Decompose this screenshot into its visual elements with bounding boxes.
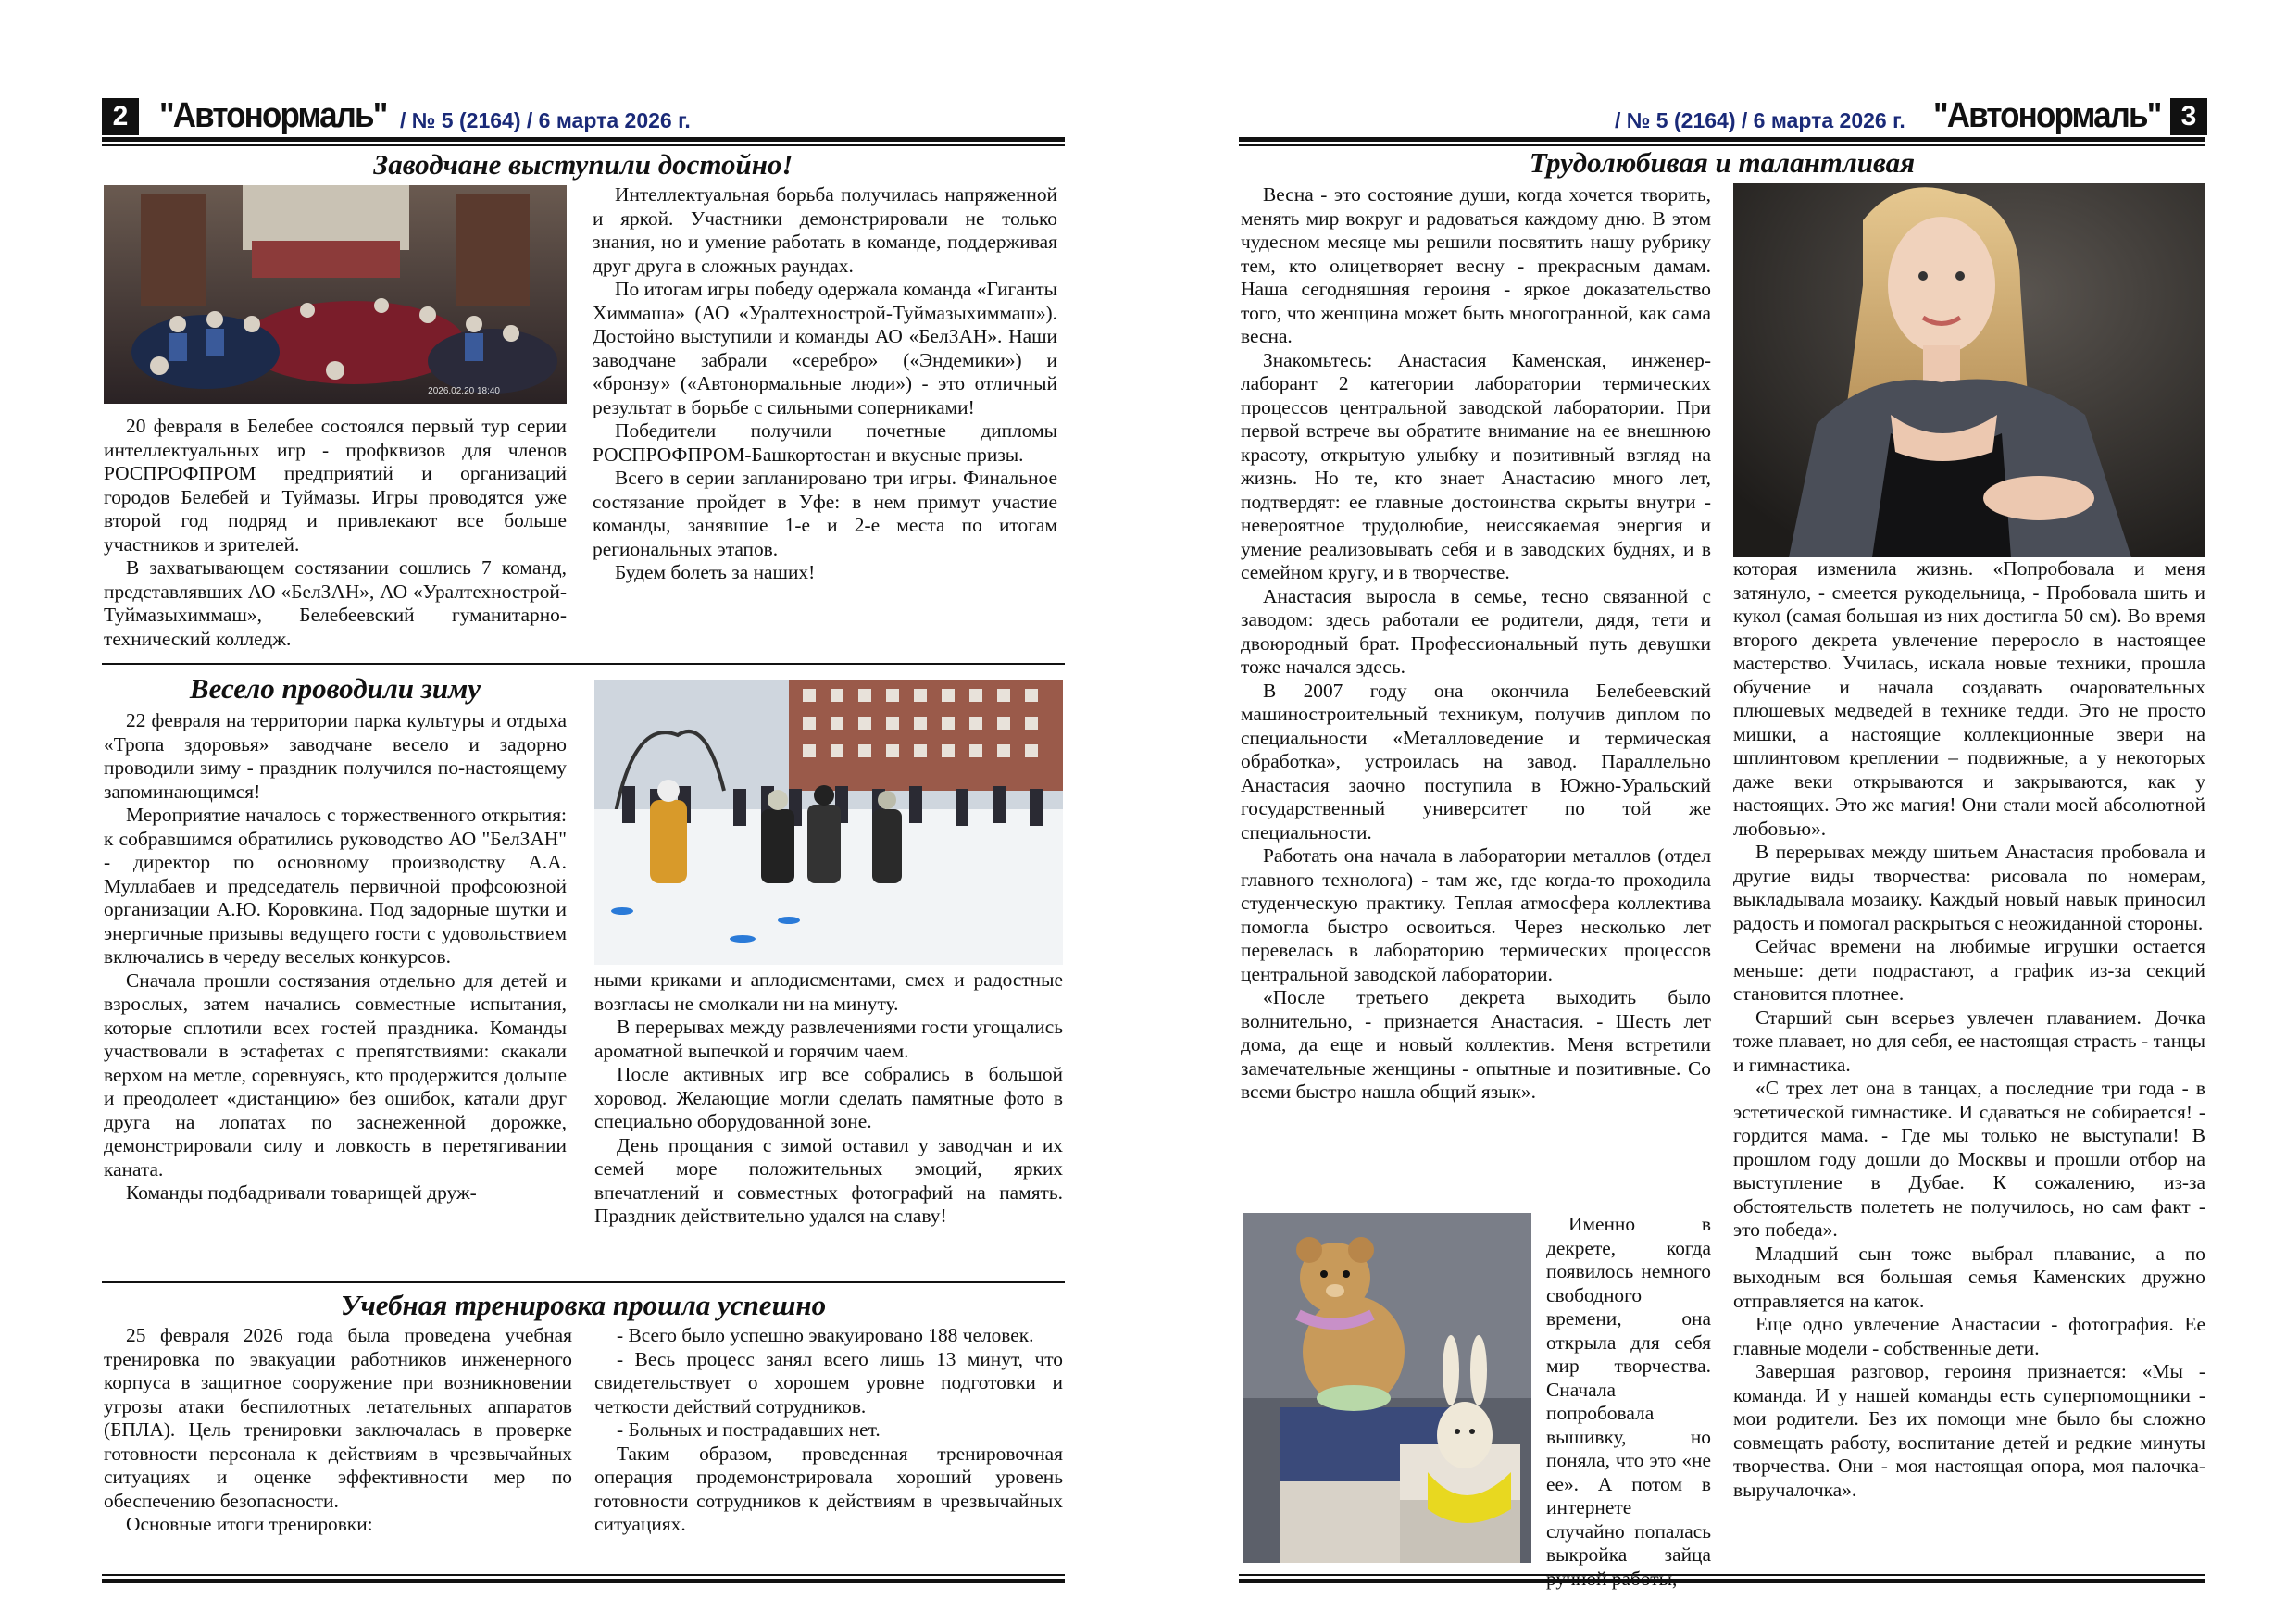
paragraph: «После третьего декрета выходить было волнительно, - признается Анастасия. - Шесть лет дома, да еще и новый коллектив. Меня встретили замечательные женщины - опытные и позитивные. Со всеми быстро нашла общий язык». (1241, 986, 1711, 1103)
paragraph: Сначала прошли состязания отдельно для детей и взрослых, затем начались совместные испытания, которые сплотили всех гостей праздника. Команды участвовали в эстафетах с препятствиями: скакали верхом на метле, соревнуясь, кто продержится дольше и преодолеет «дистанцию» без ошибок, катали друг друга на лопатах по заснеженной дорожке, демонстрировали силу и ловкость в перетягивании каната. (104, 968, 567, 1181)
paragraph: которая изменила жизнь. «Попробовала и меня затянуло, - смеется рукодельница, - Пробовала шить и кукол (самая большая из них достигла 50 см). Во время второго декрета увлечение переросло в настоящее мастерство. Училась, искала новые техники, прошла обучение и начала создавать очаровательных плюшевых медведей в технике тедди. Это не просто мишки, а настоящие коллекционные звери на шплинтовом креплении – подвижные, а у некоторых даже веки открываются и закрываются, как у настоящих. Это же магия! Они стали моей абсолютной любовью». (1733, 557, 2205, 840)
article-column (594, 1324, 1063, 1537)
footer-rule-right (1239, 1579, 2205, 1583)
paragraph: Всего в серии запланировано три игры. Финальное состязание пройдет в Уфе: в нем примут участие команды, занявшие 1-е и 2-е места по итогам региональных этапов. (593, 467, 1057, 560)
photo-timestamp: 2026.02.20 18:40 (428, 386, 500, 396)
paragraph: Работать она начала в лаборатории металлов (отдел главного технолога) - там же, где когда-то проходила студенческую практику. Теплая атмосфера коллектива помогла быстро освоиться. Через несколько лет перевелась в лабораторию термических процессов центральной заводской лаборатории. (1241, 844, 1711, 985)
issue-info-right: / № 5 (2164) / 6 марта 2026 г. (1615, 108, 1905, 132)
paragraph: ными криками и аплодисментами, смех и радостные возгласы не смолкали ни на минуту. (594, 968, 1063, 1015)
paragraph: Завершая разговор, героиня признается: «Мы - команда. И у нашей команды есть суперпомощники - мои родители. Без их помощи мне было бы сложно совмещать работу, воспитание детей и редкие минуты творчества. Они - моя настоящая опора, моя палочка-выручалочка». (1733, 1360, 2205, 1501)
paragraph: Именно в декрете, когда появилось немного свободного времени, она открыла для себя мир творчества. Сначала попробовала вышивку, но поняла, что это «не ее». А потом в интернете случайно попалась выкройка зайца (1546, 1213, 1711, 1566)
paragraph: Будем болеть за наших! (615, 561, 816, 583)
article-column (594, 968, 1063, 1229)
paragraph: Основные итоги тренировки: (126, 1513, 373, 1535)
article-title: Трудолюбивая и талантливая (1529, 146, 1916, 179)
paragraph: После активных игр все собрались в большой хоровод. Желающие могли сделать памятные фото в специально оборудованной зоне. (594, 1063, 1063, 1132)
paragraph: Таким образом, проведенная тренировочная операция продемонстрировала хороший уровень готовности сотрудников к действиям в чрезвычайных ситуациях. (594, 1442, 1063, 1535)
paragraph: День прощания с зимой оставил у заводчан и их семей море положительных эмоций, ярких впечатлений и совместных фотографий на память. Праздник действительно удался на славу! (594, 1133, 1063, 1227)
paragraph: Интеллектуальная борьба получилась напряженной и яркой. Участники демонстрировали не только знания, но и умение работать в команде, поддерживая друг друга в сложных раундах. (593, 183, 1057, 277)
paragraph: По итогам игры победу одержала команда «Гиганты Химмаша» (АО «Уралтехнострой-Туймазыхиммаш»). Достойно выступили и команды АО «БелЗАН». Наши заводчане забрали «серебро» («Эндемики») и «бронзу» («Автонормальные люди») - это отличный результат в борьбе с сильными соперниками! (593, 278, 1057, 418)
article-column (1546, 1213, 1711, 1591)
newspaper-name-left: "Автонормаль" (159, 96, 387, 135)
article-title: Учебная тренировка прошла успешно (340, 1289, 827, 1321)
paragraph: Команды подбадривали товарищей друж- (126, 1181, 477, 1204)
paragraph: Знакомьтесь: Анастасия Каменская, инженер-лаборант 2 категории лаборатории термических процессов центральной заводской лаборатории. При первой встрече вы обратите внимание на ее внешнюю красоту, открытую улыбку и позитивный взгляд на жизнь. Но те, кто знает Анастасию много лет, подтвердят: ее главные достоинства скрыты внутри - невероятное трудолюбие, неиссякаемая энергия и умение реализовывать себя и в заводских буднях, и в семейном кругу, и в творчестве. (1241, 348, 1711, 583)
paragraph: - Больных и пострадавших нет. (617, 1418, 881, 1441)
footer-rule-left (102, 1579, 1065, 1583)
paragraph: - Весь процесс занял всего лишь 13 минут, что свидетельствует о хорошем уровне подготовки и четкости действий сотрудников. (594, 1347, 1063, 1418)
section-divider (102, 1281, 1065, 1283)
paragraph: Старший сын всерьез увлечен плаванием. Дочка тоже плавает, но для себя, ее настоящая страсть - танцы и гимнастика. (1733, 1006, 2205, 1076)
paragraph: Еще одно увлечение Анастасии - фотография. Ее главные модели - собственные дети. (1733, 1313, 2205, 1359)
header-rule-left (102, 137, 1065, 142)
paragraph: 20 февраля в Белебее состоялся первый тур серии интеллектуальных игр - профквизов для членов РОСПРОФПРОМ предприятий и организаций городов Белебей и Туймазы. Игры проводятся уже второй год подряд и привлекают все больше участников и зрителей. (104, 415, 567, 556)
article-column (1733, 557, 2205, 1502)
article-column (593, 183, 1057, 585)
quiz-photo (104, 185, 567, 404)
page-number-right: 3 (2170, 98, 2207, 135)
paragraph: - Всего было успешно эвакуировано 188 человек. (617, 1324, 1034, 1346)
paragraph: Анастасия выросла в семье, тесно связанной с заводом: здесь работали ее родители, дядя, тети и двоюродный брат. Профессиональный путь девушки тоже начался здесь. (1241, 584, 1711, 678)
header-rule-right (1239, 137, 2205, 142)
paragraph: Весна - это состояние души, когда хочется творить, менять мир вокруг и радоваться каждому дню. В этом чудесном месяце мы решили посвятить нашу рубрику тем, кто олицетворяет весну - прекрасным дамам. Наша сегодняшняя героиня - яркое доказательство того, что женщина может быть многогранной, как сама весна. (1241, 183, 1711, 347)
newspaper-name-right: "Автонормаль" (1933, 96, 2161, 135)
paragraph: В захватывающем состязании сошлись 7 команд, представлявших АО «БелЗАН», АО «Уралтехнострой-Туймазыхиммаш», Белебеевский гуманитарно-технический колледж. (104, 556, 567, 650)
paragraph: 25 февраля 2026 года была проведена учебная тренировка по эвакуации работников инженерного корпуса в защитное сооружение при возникновении угрозы атаки беспилотных летательных аппаратов (БПЛА). Цель тренировки заключалась в проверке готовности персонала к действиям в чрезвычайных ситуациях и оценке эффективности мер по обеспечению безопасности. (104, 1324, 572, 1512)
winter-festival-photo (594, 680, 1063, 965)
article-column (104, 709, 567, 1206)
paragraph: Мероприятие началось с торжественного открытия: к собравшимся обратились руководство АО "БелЗАН" - директор по основному производству А.А. Муллабаев и председатель первичной профсоюзной организации А.Ю. Коровкина. Под задорные шутки и энергичные призывы ведущего гости с удовольствием включались в череду веселых конкурсов. (104, 804, 567, 968)
article-column (104, 415, 567, 651)
portrait-photo (1733, 183, 2205, 557)
paragraph: Сейчас времени на любимые игрушки остается меньше: дети подрастают, а график из-за секций становится плотнее. (1733, 935, 2205, 1005)
article-column (1241, 183, 1711, 1105)
teddy-bears-photo (1243, 1213, 1531, 1563)
header-rule-left-thin (102, 144, 1065, 146)
footer-rule-right-thin (1239, 1574, 2205, 1576)
paragraph: «С трех лет она в танцах, а последние три года - в эстетической гимнастике. И сдаваться не собирается! - гордится мама. - Где мы только не выступали! В прошлом году дошли до Москвы и прошли отбор на выступление в Дубае. К сожалению, из-за обстоятельств полететь не получилось, но сам факт - это победа». (1733, 1077, 2205, 1241)
footer-rule-left-thin (102, 1574, 1065, 1576)
paragraph: В перерывах между развлечениями гости угощались ароматной выпечкой и горячим чаем. (594, 1016, 1063, 1062)
paragraph: Младший сын тоже выбрал плавание, а по выходным вся большая семья Каменских дружно отправляется на каток. (1733, 1242, 2205, 1312)
paragraph: В 2007 году она окончила Белебеевский машиностроительный техникум, получив диплом по специальности «Металловедение и термическая обработка», устроилась на завод. Параллельно Анастасия заочно поступила в Южно-Уральский государственный университет по той же специальности. (1241, 679, 1711, 843)
article-title: Заводчане выступили достойно! (373, 148, 793, 181)
issue-info-left: / № 5 (2164) / 6 марта 2026 г. (400, 108, 691, 132)
section-divider (102, 663, 1065, 665)
article-column (104, 1324, 572, 1537)
article-title: Весело проводили зиму (189, 672, 481, 705)
paragraph: 22 февраля на территории парка культуры и отдыха «Тропа здоровья» заводчане весело и задорно проводили зиму - праздник получился по-настоящему запоминающимся! (104, 709, 567, 803)
paragraph: Победители получили почетные дипломы РОСПРОФПРОМ-Башкортостан и вкусные призы. (593, 419, 1057, 466)
page-number-left: 2 (102, 98, 139, 135)
paragraph: В перерывах между шитьем Анастасия пробовала и другие виды творчества: рисовала по номерам, выкладывала мозаику. Каждый новый навык приносил радость и помогал раскрыться с неожиданной стороны. (1733, 841, 2205, 934)
